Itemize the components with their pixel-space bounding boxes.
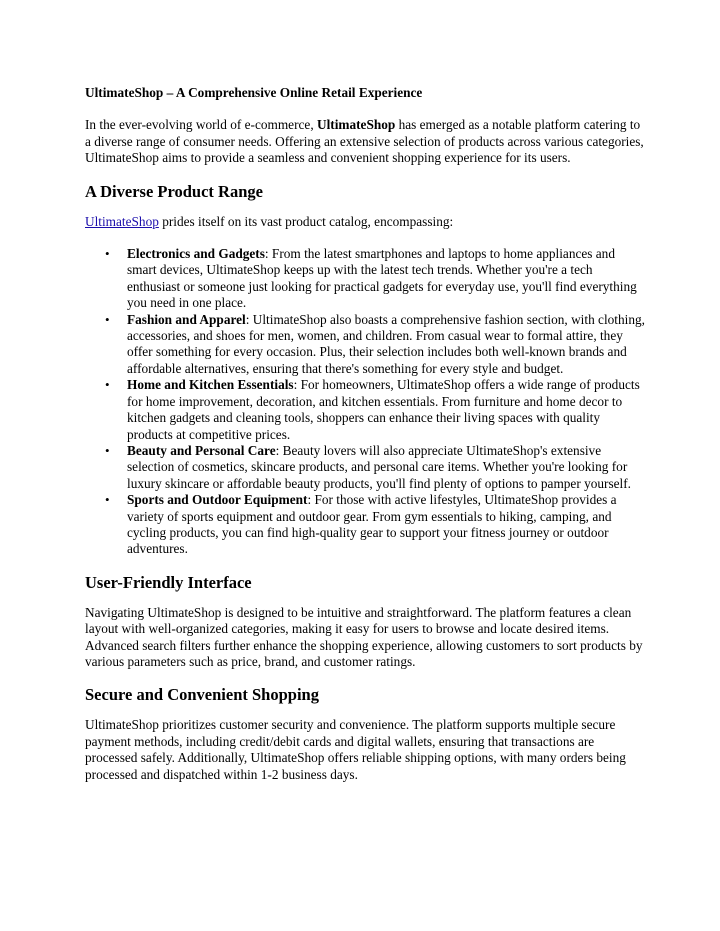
document-title: UltimateShop – A Comprehensive Online Retail Experience <box>85 85 423 100</box>
section-heading-product-range: A Diverse Product Range <box>85 181 263 201</box>
bullet-icon: • <box>105 246 110 262</box>
list-item-fashion <box>105 311 645 378</box>
ultimateshop-link[interactable]: UltimateShop <box>85 213 159 229</box>
section-heading-secure-shopping: Secure and Convenient Shopping <box>85 685 319 705</box>
bullet-icon: • <box>105 442 110 458</box>
list-item-label: Beauty and Personal Care <box>127 442 276 458</box>
secure-shopping-paragraph: UltimateShop prioritizes customer security and convenience. The platform supports multiple secure payment methods, including credit/debit cards and digital wallets, ensuring that transactions are processed safely. Additionally, UltimateShop offers reliable shipping options, with many orders being processed and dispatched within 1-2 business days. <box>85 717 626 782</box>
bullet-icon: • <box>105 377 110 393</box>
list-item-text: : From the latest smartphones and laptops to home appliances and smart devices, UltimateShop keeps up with the latest tech trends. Whether you're a tech enthusiast or someone just looking for practical gadgets for everyday use, you'll find everything you need in one place. <box>127 246 637 311</box>
bullet-icon: • <box>105 492 110 508</box>
intro-text-start: In the ever-evolving world of e-commerce, <box>85 117 317 133</box>
intro-text-end: has emerged as a notable platform catering to a diverse range of consumer needs. Offering an extensive selection of products across various categories, UltimateShop aims to provide a seamless and convenient shopping experience for its users. <box>85 117 644 166</box>
intro-brand-name: UltimateShop <box>316 117 396 133</box>
list-item-label: Fashion and Apparel <box>127 311 246 327</box>
section-heading-user-friendly: User-Friendly Interface <box>85 572 252 592</box>
list-item-beauty <box>105 442 645 492</box>
list-item-label: Sports and Outdoor Equipment <box>127 492 308 508</box>
bullet-icon: • <box>105 311 110 327</box>
list-item-label: Electronics and Gadgets <box>127 246 265 262</box>
list-item-text: : UltimateShop also boasts a comprehensive fashion section, with clothing, accessories, and shoes for men, women, and children. From casual wear to formal attire, they offer something for every occasion. Plus, their selection includes both well-known brands and affordable alternatives, ensuring that there's something for every style and budget. <box>127 311 645 376</box>
product-range-lead-text: prides itself on its vast product catalog, encompassing: <box>158 213 454 229</box>
list-item-text: : For homeowners, UltimateShop offers a wide range of products for home improvement, decoration, and kitchen essentials. From furniture and home decor to kitchen gadgets and cleaning tools, shoppers can enhance their living spaces with quality products at competitive prices. <box>127 377 640 442</box>
category-list <box>85 246 645 558</box>
document-body <box>85 85 645 783</box>
user-friendly-paragraph: Navigating UltimateShop is designed to be intuitive and straightforward. The platform features a clean layout with well-organized categories, making it easy for users to browse and locate desired items. Advanced search filters further enhance the shopping experience, allowing customers to sort products by various parameters such as price, brand, and customer ratings. <box>85 604 643 669</box>
intro-paragraph <box>85 117 645 166</box>
list-item-label: Home and Kitchen Essentials <box>127 377 294 393</box>
product-range-lead <box>85 214 645 230</box>
list-item-text: : Beauty lovers will also appreciate UltimateShop's extensive selection of cosmetics, skincare products, and personal care items. Whether you're looking for luxury skincare or affordable beauty products, you'll find plenty of options to pamper yourself. <box>127 442 631 491</box>
list-item-electronics <box>105 246 645 312</box>
list-item-text: : For those with active lifestyles, UltimateShop provides a variety of sports equipment and outdoor gear. From gym essentials to hiking, camping, and cycling products, you can find high-quality gear to support your fitness journey or outdoor adventures. <box>127 492 617 557</box>
list-item-sports <box>105 492 645 558</box>
list-item-home-kitchen <box>105 377 645 443</box>
